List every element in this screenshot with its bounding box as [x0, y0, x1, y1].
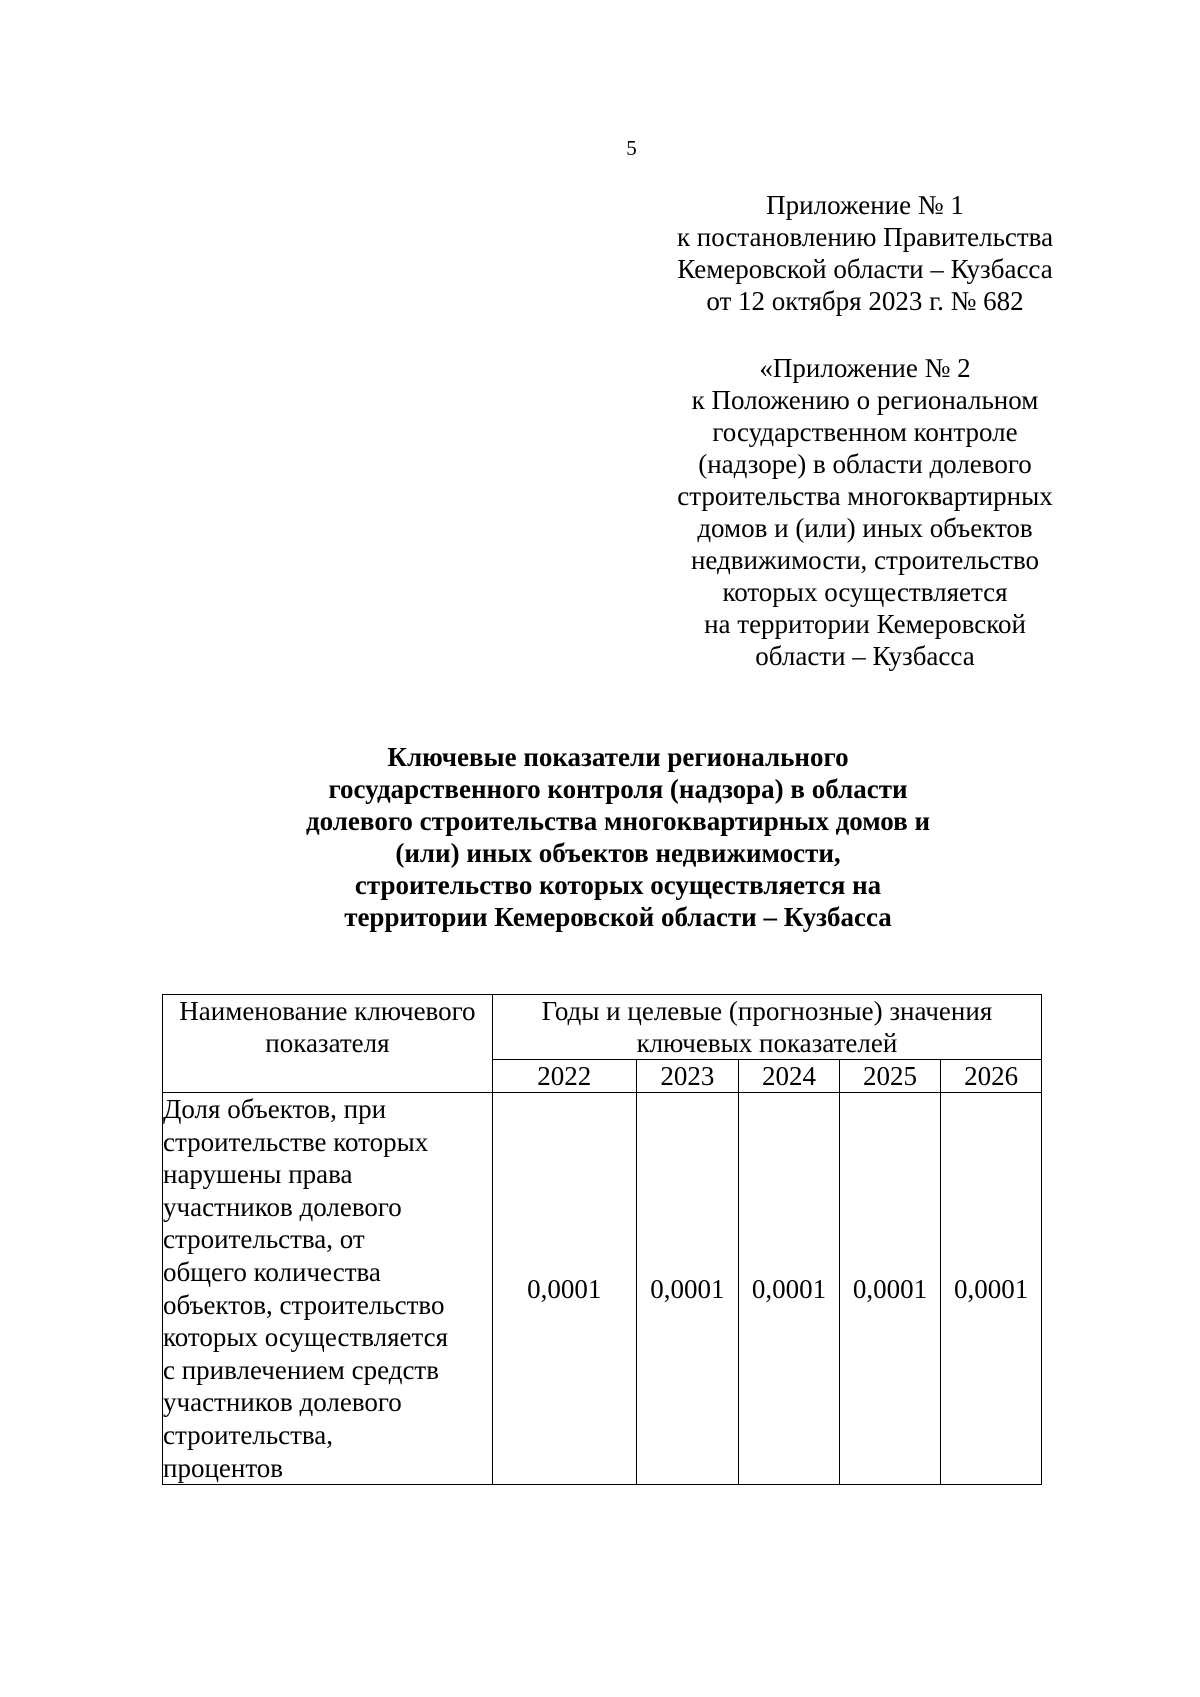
year-header-2025: 2025 — [839, 1060, 941, 1093]
years-column-header: Годы и целевые (прогнозные) значения ключевых показателей — [492, 995, 1041, 1060]
indicator-name-line: строительстве которых — [163, 1126, 429, 1157]
appendix-2-line: строительства многоквартирных — [677, 481, 1053, 511]
appendix-2-line: области – Кузбасса — [755, 641, 975, 671]
title-line: Ключевые показатели регионального — [387, 742, 849, 772]
value-2022: 0,0001 — [492, 1093, 636, 1485]
indicator-name-line: строительства, от — [163, 1224, 365, 1255]
indicator-name-line: общего количества — [163, 1256, 381, 1287]
appendix-2-line: к Положению о региональном — [691, 385, 1039, 415]
value-2023: 0,0001 — [636, 1093, 739, 1485]
year-header-2026: 2026 — [941, 1060, 1042, 1093]
indicator-name-cell — [163, 1093, 493, 1485]
appendix-2-line: домов и (или) иных объектов — [697, 513, 1033, 543]
title-line: строительство которых осуществляется на — [354, 870, 882, 900]
table-row — [163, 1093, 1042, 1485]
title-line: государственного контроля (надзора) в области — [328, 774, 908, 804]
document-title — [200, 741, 1036, 933]
kpi-table — [162, 994, 1042, 1485]
indicator-name-line: которых осуществляется — [163, 1322, 449, 1353]
appendix-2-line: «Приложение № 2 — [759, 353, 971, 383]
value-2026: 0,0001 — [941, 1093, 1042, 1485]
value-2025: 0,0001 — [839, 1093, 941, 1485]
indicator-name-line: с привлечением средств — [163, 1354, 439, 1385]
appendix-2-line: государственном контроле — [712, 417, 1018, 447]
year-header-2022: 2022 — [492, 1060, 636, 1093]
appendix-2-line: на территории Кемеровской — [704, 609, 1026, 639]
indicator-name-line: строительства, — [163, 1419, 334, 1450]
title-line: (или) иных объектов недвижимости, — [395, 838, 841, 868]
title-line: долевого строительства многоквартирных домов и — [305, 806, 931, 836]
appendix-2-line: недвижимости, строительство — [690, 545, 1040, 575]
indicator-name-line: нарушены права — [163, 1159, 353, 1190]
appendix-2-line: (надзоре) в области долевого — [698, 449, 1032, 479]
appendix-1-line: от 12 октября 2023 г. № 682 — [706, 286, 1024, 316]
name-column-header: Наименование ключевого показателя — [163, 995, 493, 1093]
title-line: территории Кемеровской области – Кузбасса — [344, 902, 892, 932]
indicator-name-line: участников долевого — [163, 1387, 402, 1418]
page-number: 5 — [626, 136, 637, 160]
indicator-name-line: участников долевого — [163, 1191, 402, 1222]
table-header-row — [163, 995, 1042, 1060]
indicator-name-line: объектов, строительство — [163, 1289, 445, 1320]
year-header-2023: 2023 — [636, 1060, 739, 1093]
value-2024: 0,0001 — [739, 1093, 840, 1485]
appendix-2-header — [658, 352, 1072, 672]
appendix-1-line: Кемеровской области – Кузбасса — [677, 254, 1053, 284]
appendix-1-line: Приложение № 1 — [766, 190, 964, 220]
appendix-1-line: к постановлению Правительства — [676, 222, 1054, 252]
indicator-name-line: Доля объектов, при — [163, 1094, 387, 1124]
indicator-name-line: процентов — [163, 1452, 284, 1483]
appendix-1-header — [658, 189, 1072, 317]
appendix-2-line: которых осуществляется — [722, 577, 1008, 607]
year-header-2024: 2024 — [739, 1060, 840, 1093]
